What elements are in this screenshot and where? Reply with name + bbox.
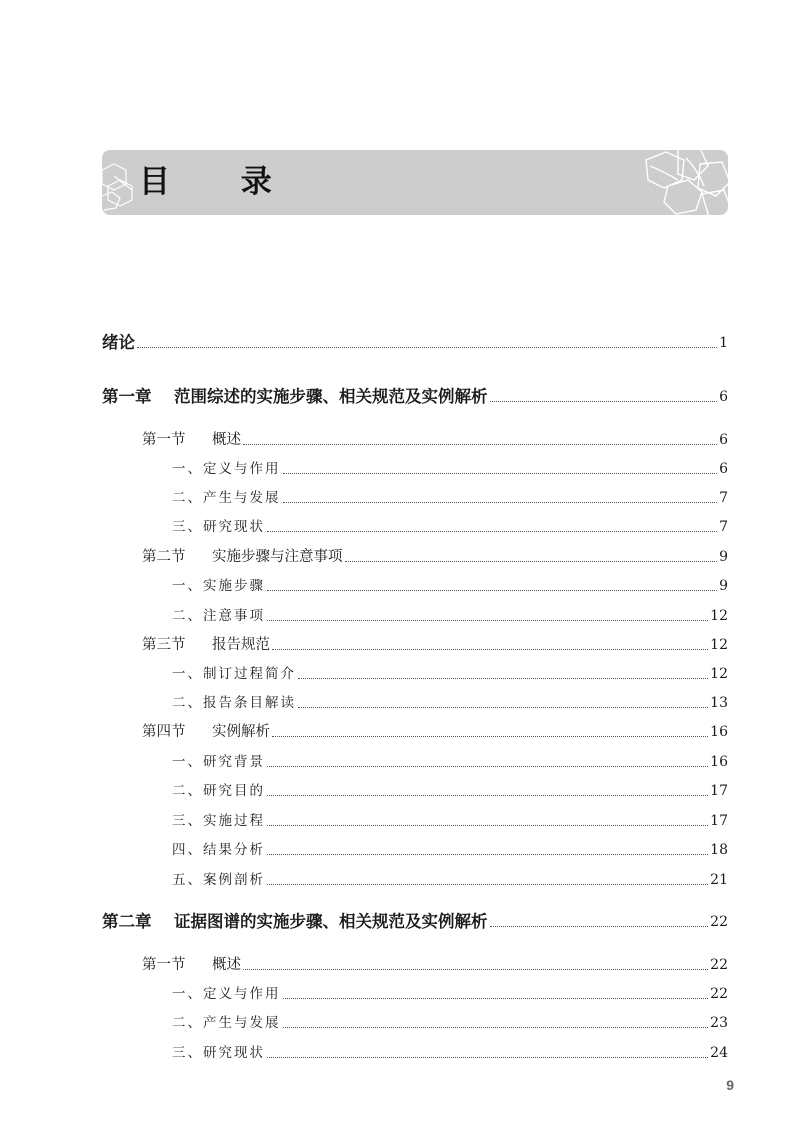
toc-dot-leader <box>267 766 708 767</box>
toc-entry-title: 三、研究现状 <box>172 519 265 535</box>
toc-entry-label <box>172 576 265 596</box>
toc-dot-leader <box>272 649 708 650</box>
toc-dot-leader <box>490 401 718 402</box>
toc-dot-leader <box>243 444 717 445</box>
toc-entry-label <box>172 693 296 713</box>
toc-dot-leader <box>490 926 709 927</box>
toc-entry-label <box>172 488 281 508</box>
toc-entry-title: 证据图谱的实施步骤、相关规范及实例解析 <box>174 912 488 931</box>
toc-subsection-entry[interactable] <box>172 574 728 596</box>
toc-dot-leader <box>283 1027 709 1028</box>
toc-entry-number: 第三节 <box>142 637 186 653</box>
toc-entry-label <box>172 752 265 772</box>
toc-dot-leader <box>283 502 718 503</box>
toc-subsection-entry[interactable] <box>172 457 728 479</box>
toc-dot-leader <box>272 736 708 737</box>
toc-dot-leader <box>137 347 717 348</box>
toc-entry-title: 二、产生与发展 <box>172 490 281 506</box>
toc-dot-leader <box>298 707 708 708</box>
toc-chapter-entry[interactable] <box>102 331 728 353</box>
toc-entry-page: 9 <box>719 578 728 594</box>
toc-chapter-entry[interactable] <box>102 385 728 407</box>
toc-entry-label <box>172 840 265 860</box>
toc-entry-title: 五、案例剖析 <box>172 872 265 888</box>
toc-entry-title: 二、注意事项 <box>172 608 265 624</box>
toc-dot-leader <box>267 531 717 532</box>
toc-entry-title: 实施步骤与注意事项 <box>212 549 343 565</box>
toc-entry-page: 17 <box>710 783 728 799</box>
toc-subsection-entry[interactable] <box>172 1011 728 1033</box>
toc-entry-number: 第一章 <box>102 387 152 406</box>
toc-entry-number: 第一节 <box>142 957 186 973</box>
toc-entry-label <box>172 1013 281 1033</box>
toc-entry-label <box>142 955 241 975</box>
toc-entry-title: 四、结果分析 <box>172 842 265 858</box>
toc-dot-leader <box>345 561 718 562</box>
toc-entry-label <box>172 664 296 684</box>
toc-entry-label <box>172 811 265 831</box>
toc-entry-label <box>172 781 265 801</box>
toc-entry-page: 1 <box>719 335 728 351</box>
toc-subsection-entry[interactable] <box>172 604 728 626</box>
toc-entry-page: 21 <box>710 872 728 888</box>
toc-entry-title: 实例解析 <box>212 724 270 740</box>
toc-entry-label <box>172 1043 265 1063</box>
toc-entry-title: 二、报告条目解读 <box>172 695 296 711</box>
toc-entry-title: 范围综述的实施步骤、相关规范及实例解析 <box>174 387 488 406</box>
toc-entry-title: 概述 <box>212 957 241 973</box>
toc-entry-label <box>102 387 488 407</box>
toc-subsection-entry[interactable] <box>172 486 728 508</box>
toc-entry-label <box>172 984 281 1004</box>
toc-subsection-entry[interactable] <box>172 779 728 801</box>
toc-section-entry[interactable] <box>142 545 728 567</box>
toc-dot-leader <box>267 884 708 885</box>
toc-entry-title: 二、研究目的 <box>172 783 265 799</box>
toc-entry-number: 第二章 <box>102 912 152 931</box>
toc-entry-page: 22 <box>710 914 728 930</box>
page-title: 目 录 <box>139 164 302 200</box>
page-number: 9 <box>726 1077 734 1093</box>
toc-section-entry[interactable] <box>142 720 728 742</box>
toc-entry-title: 一、定义与作用 <box>172 461 281 477</box>
toc-entry-title: 一、制订过程简介 <box>172 666 296 682</box>
toc-entry-title: 三、研究现状 <box>172 1045 265 1061</box>
toc-entry-label <box>172 459 281 479</box>
toc-entry-label <box>142 547 343 567</box>
toc-dot-leader <box>267 590 717 591</box>
toc-subsection-entry[interactable] <box>172 1041 728 1063</box>
toc-subsection-entry[interactable] <box>172 515 728 537</box>
toc-entry-label <box>102 912 488 932</box>
toc-entry-label <box>172 517 265 537</box>
toc-entry-page: 6 <box>719 389 728 405</box>
toc-section-entry[interactable] <box>142 953 728 975</box>
toc-entry-label <box>142 722 270 742</box>
toc-entry-page: 13 <box>710 695 728 711</box>
toc-section-entry[interactable] <box>142 428 728 450</box>
toc-subsection-entry[interactable] <box>172 838 728 860</box>
toc-dot-leader <box>283 473 718 474</box>
toc-entry-page: 16 <box>710 754 728 770</box>
toc-entry-title: 三、实施过程 <box>172 813 265 829</box>
toc-entry-title: 报告规范 <box>212 637 270 653</box>
toc-entry-label <box>102 333 135 353</box>
toc-dot-leader <box>267 620 708 621</box>
toc-entry-title: 绪论 <box>102 333 135 352</box>
toc-dot-leader <box>298 678 708 679</box>
toc-entry-label <box>142 635 270 655</box>
toc-entry-page: 6 <box>719 432 728 448</box>
toc-entry-page: 24 <box>710 1045 728 1061</box>
toc-subsection-entry[interactable] <box>172 982 728 1004</box>
toc-dot-leader <box>267 825 708 826</box>
toc-entry-title: 二、产生与发展 <box>172 1015 281 1031</box>
toc-entry-page: 7 <box>719 490 728 506</box>
toc-entry-title: 一、定义与作用 <box>172 986 281 1002</box>
toc-entry-number: 第一节 <box>142 432 186 448</box>
toc-dot-leader <box>267 795 708 796</box>
toc-subsection-entry[interactable] <box>172 662 728 684</box>
toc-entry-page: 22 <box>710 957 728 973</box>
toc-entry-page: 9 <box>719 549 728 565</box>
toc-entry-title: 概述 <box>212 432 241 448</box>
toc-subsection-entry[interactable] <box>172 691 728 713</box>
toc-entry-label <box>142 430 241 450</box>
toc-subsection-entry[interactable] <box>172 809 728 831</box>
toc-dot-leader <box>267 854 708 855</box>
toc-entry-page: 22 <box>710 986 728 1002</box>
toc-subsection-entry[interactable] <box>172 868 728 890</box>
toc-entry-page: 17 <box>710 813 728 829</box>
toc-entry-page: 16 <box>710 724 728 740</box>
toc-subsection-entry[interactable] <box>172 750 728 772</box>
toc-dot-leader <box>243 969 708 970</box>
toc-entry-page: 12 <box>710 666 728 682</box>
toc-entry-page: 7 <box>719 519 728 535</box>
toc-entry-page: 18 <box>710 842 728 858</box>
toc-chapter-entry[interactable] <box>102 910 728 932</box>
toc-section-entry[interactable] <box>142 633 728 655</box>
toc-entry-page: 12 <box>710 608 728 624</box>
toc-entry-page: 23 <box>710 1015 728 1031</box>
toc-entry-title: 一、研究背景 <box>172 754 265 770</box>
toc-entry-label <box>172 870 265 890</box>
toc-entry-number: 第四节 <box>142 724 186 740</box>
toc-entry-page: 12 <box>710 637 728 653</box>
toc-entry-page: 6 <box>719 461 728 477</box>
toc-entry-label <box>172 606 265 626</box>
toc-entry-title: 一、实施步骤 <box>172 578 265 594</box>
toc-entry-number: 第二节 <box>142 549 186 565</box>
toc-dot-leader <box>283 998 709 999</box>
toc-dot-leader <box>267 1057 708 1058</box>
